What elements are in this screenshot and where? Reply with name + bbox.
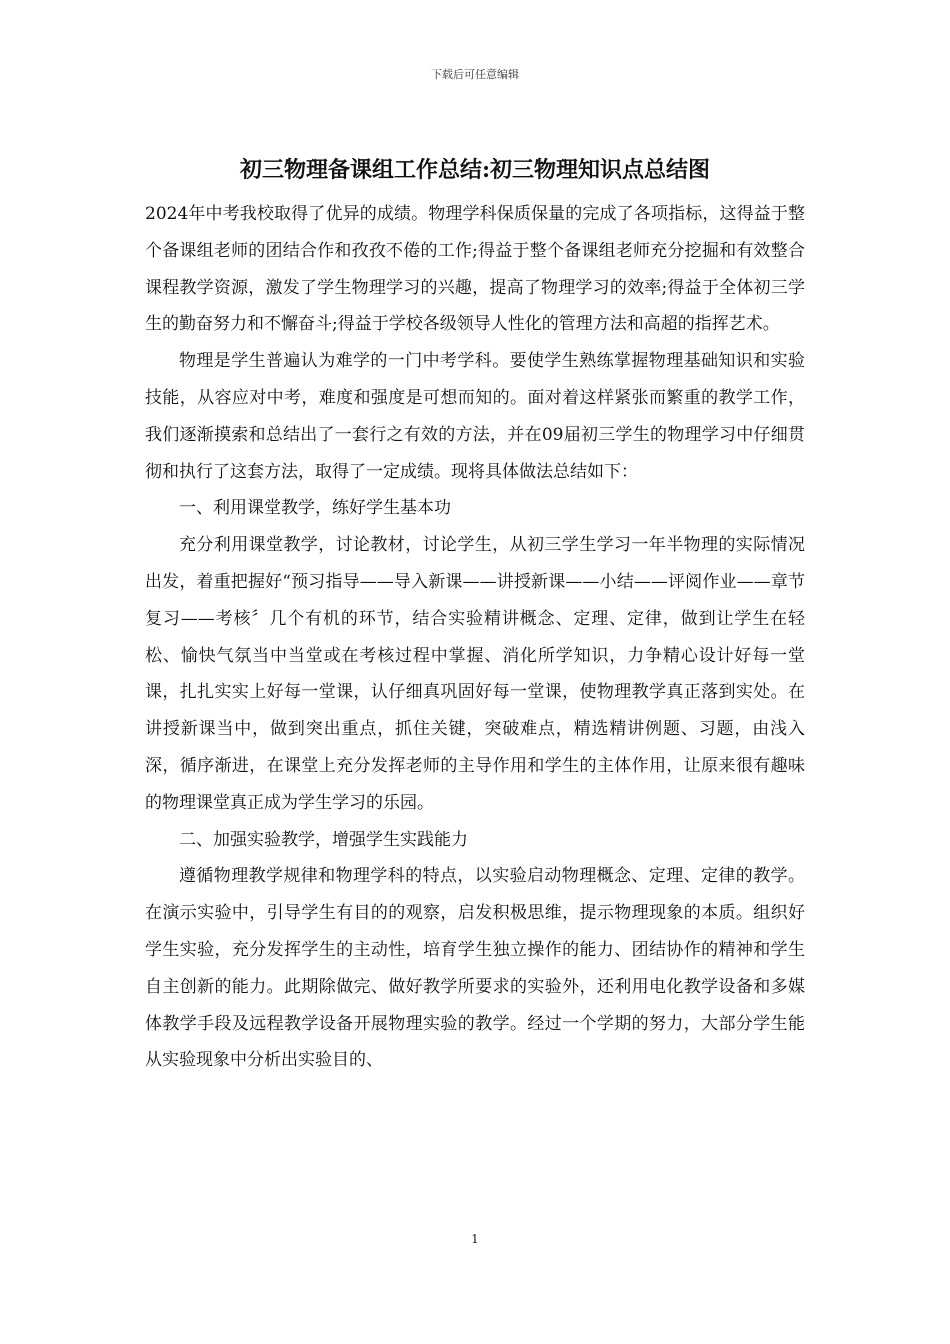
page-title: 初三物理备课组工作总结:初三物理知识点总结图 [239, 157, 711, 183]
section-heading-experiment: 二、加强实验教学，增强学生实践能力 [179, 829, 468, 850]
paragraph-intro: 2024年中考我校取得了优异的成绩。物理学科保质保量的完成了各项指标，这得益于整个备课组老师的团结合作和孜孜不倦的工作;得益于整个备课组老师充分挖掘和有效整合课程教学资源，激发了学生物理学习的兴趣，提高了物理学习的效率;得益于全体初三学生的勤奋努力和不懈奋斗;得益于学校各级领导人性化的管理方法和高超的指挥艺术。 [145, 204, 805, 335]
page-number: 1 [471, 1232, 479, 1246]
paragraph-overview: 物理是学生普遍认为难学的一门中考学科。要使学生熟练掌握物理基础知识和实验技能，从容应对中考，难度和强度是可想而知的。面对着这样紧张而繁重的教学工作，我们逐渐摸索和总结出了一套行之有效的方法，并在09届初三学生的物理学习中仔细贯彻和执行了这套方法，取得了一定成绩。现将具体做法总结如下： [145, 351, 805, 482]
paragraph-experiment: 遵循物理教学规律和物理学科的特点，以实验启动物理概念、定理、定律的教学。在演示实验中，引导学生有目的的观察，启发积极思维，提示物理现象的本质。组织好学生实验，充分发挥学生的主动性，培育学生独立操作的能力、团结协作的精神和学生自主创新的能力。此期除做完、做好教学所要求的实验外，还利用电化教学设备和多媒体教学手段及远程教学设备开展物理实验的教学。经过一个学期的努力，大部分学生能从实验现象中分析出实验目的、 [145, 866, 805, 1071]
document-body [145, 196, 805, 1079]
header-note: 下载后可任意编辑 [431, 68, 519, 81]
section-heading-classroom: 一、利用课堂教学，练好学生基本功 [179, 498, 451, 519]
paragraph-classroom: 充分利用课堂教学，讨论教材，讨论学生，从初三学生学习一年半物理的实际情况出发，着重把握好“预习指导——导入新课——讲授新课——小结——评阅作业——章节复习——考核〞几个有机的环节，结合实验精讲概念、定理、定律，做到让学生在轻松、愉快气氛当中当堂或在考核过程中掌握、消化所学知识，力争精心设计好每一堂课，扎扎实实上好每一堂课，认仔细真巩固好每一堂课，使物理教学真正落到实处。在讲授新课当中，做到突出重点，抓住关键，突破难点，精选精讲例题、习题，由浅入深，循序渐进，在课堂上充分发挥老师的主导作用和学生的主体作用，让原来很有趣味的物理课堂真正成为学生学习的乐园。 [145, 535, 805, 813]
